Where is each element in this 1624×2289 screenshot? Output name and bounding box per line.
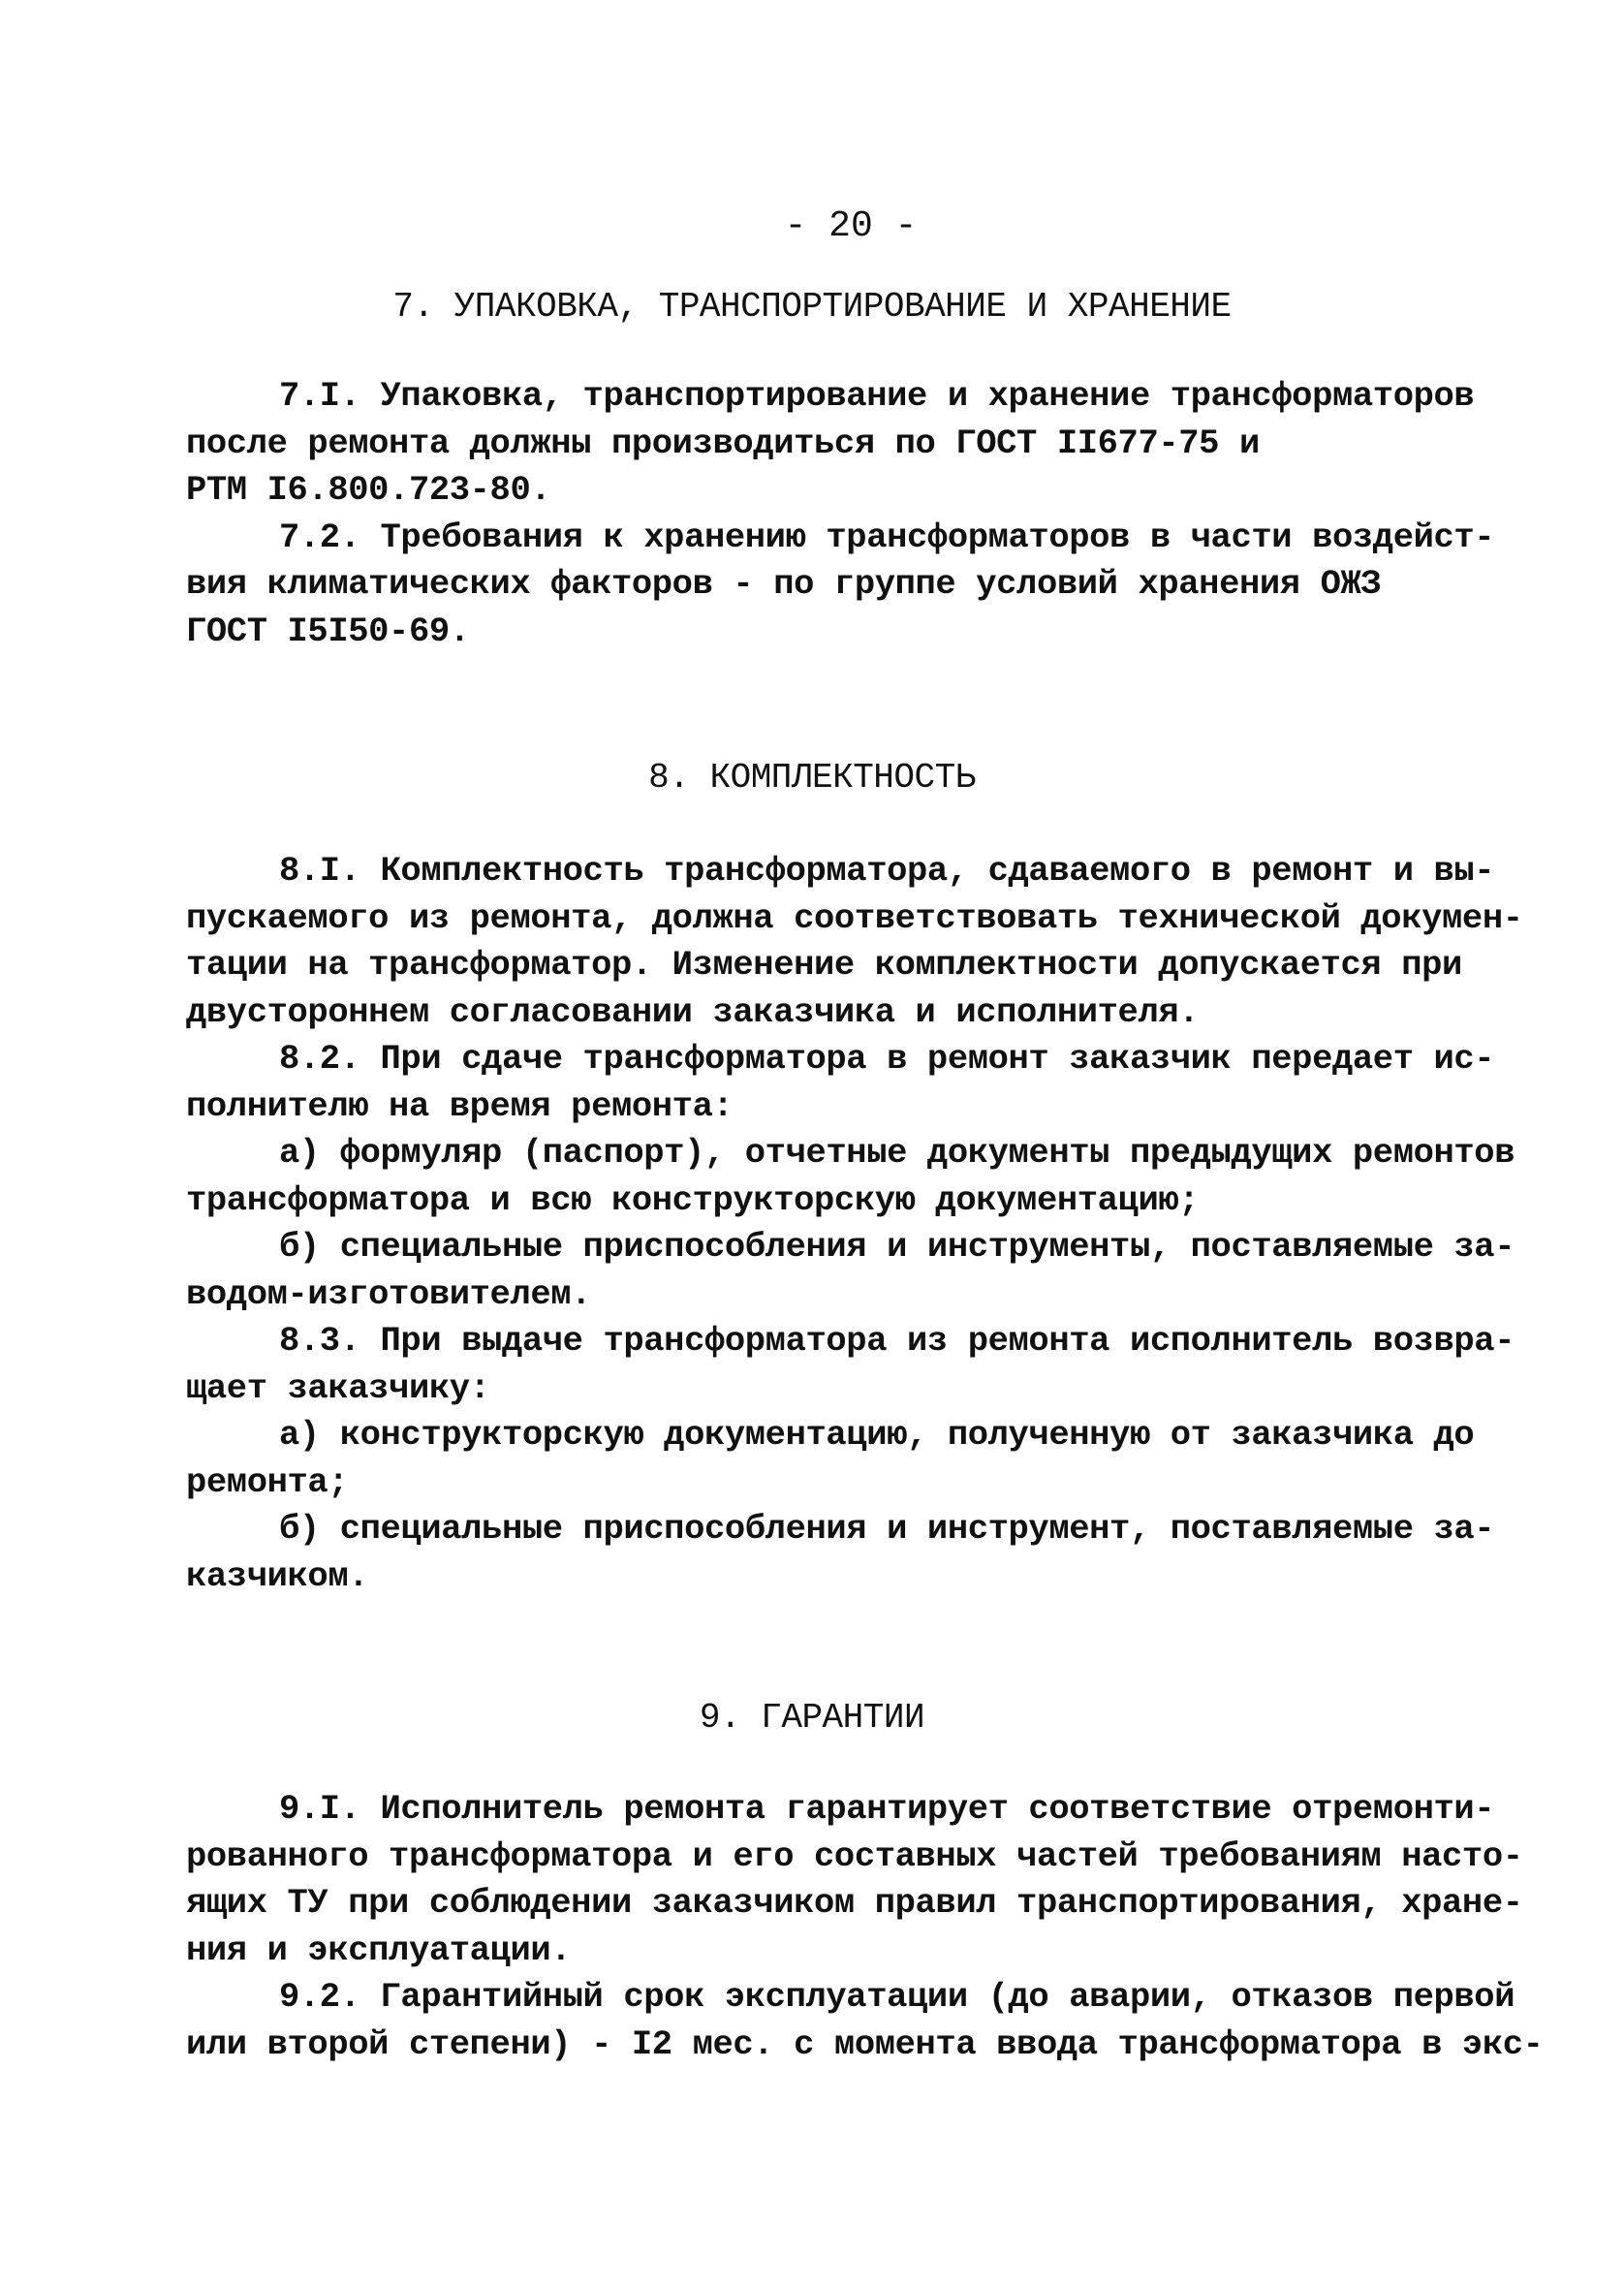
text-line: тации на трансформатор. Изменение комплектности допускается при: [186, 945, 1462, 985]
text-line: 7.2. Требования к хранению трансформаторов в части воздейст-: [279, 517, 1495, 557]
text-line: ния и эксплуатации.: [186, 1929, 572, 1970]
text-line: или второй степени) - I2 мес. с момента ввода трансформатора в экс-: [186, 2023, 1544, 2064]
section-9-title: 9. ГАРАНТИИ: [699, 1698, 925, 1738]
text-line: после ремонта должны производиться по ГОСТ II677-75 и: [186, 423, 1260, 463]
text-line: 8.3. При выдаче трансформатора из ремонта исполнитель возвра-: [279, 1321, 1515, 1361]
text-line: 9.I. Исполнитель ремонта гарантирует соответствие отремонти-: [279, 1789, 1495, 1829]
text-line: водом-изготовителем.: [186, 1273, 592, 1314]
text-line: вия климатических факторов - по группе условий хранения ОЖЗ: [186, 564, 1382, 604]
text-line: ремонта;: [186, 1461, 349, 1502]
text-line: РТМ I6.800.723-80.: [186, 470, 551, 510]
text-line: ящих ТУ при соблюдении заказчиком правил транспортирования, хране-: [186, 1883, 1523, 1923]
section-9-body: [186, 1786, 1544, 2068]
text-line: полнителю на время ремонта:: [186, 1085, 734, 1126]
text-line: рованного трансформатора и его составных частей требованиям насто-: [186, 1835, 1523, 1876]
text-line: пускаемого из ремонта, должна соответствовать технической докумен-: [186, 897, 1523, 938]
section-8-title: 8. КОМПЛЕКТНОСТЬ: [648, 758, 976, 798]
text-line: казчиком.: [186, 1555, 369, 1596]
text-line: трансформатора и всю конструкторскую документацию;: [186, 1179, 1200, 1220]
text-line: а) формуляр (паспорт), отчетные документы предыдущих ремонтов: [279, 1133, 1515, 1173]
text-line: 8.2. При сдаче трансформатора в ремонт заказчик передает ис-: [279, 1039, 1495, 1079]
section-8-body: [186, 848, 1523, 1600]
section-7-body: [186, 373, 1495, 655]
text-line: а) конструкторскую документацию, полученную от заказчика до: [279, 1415, 1475, 1455]
section-7-title: 7. УПАКОВКА, ТРАНСПОРТИРОВАНИЕ И ХРАНЕНИЕ: [392, 287, 1232, 327]
text-line: ГОСТ I5I50-69.: [186, 611, 470, 651]
text-line: б) специальные приспособления и инструмент, поставляемые за-: [279, 1509, 1495, 1549]
text-line: 7.I. Упаковка, транспортирование и хранение трансформаторов: [279, 376, 1475, 416]
text-line: двустороннем согласовании заказчика и исполнителя.: [186, 991, 1200, 1032]
text-line: б) специальные приспособления и инструменты, поставляемые за-: [279, 1227, 1515, 1267]
page-number: - 20 -: [784, 205, 918, 247]
text-line: 9.2. Гарантийный срок эксплуатации (до аварии, отказов первой: [279, 1977, 1515, 2017]
text-line: 8.I. Комплектность трансформатора, сдаваемого в ремонт и вы-: [279, 851, 1495, 891]
text-line: щает заказчику:: [186, 1367, 490, 1408]
